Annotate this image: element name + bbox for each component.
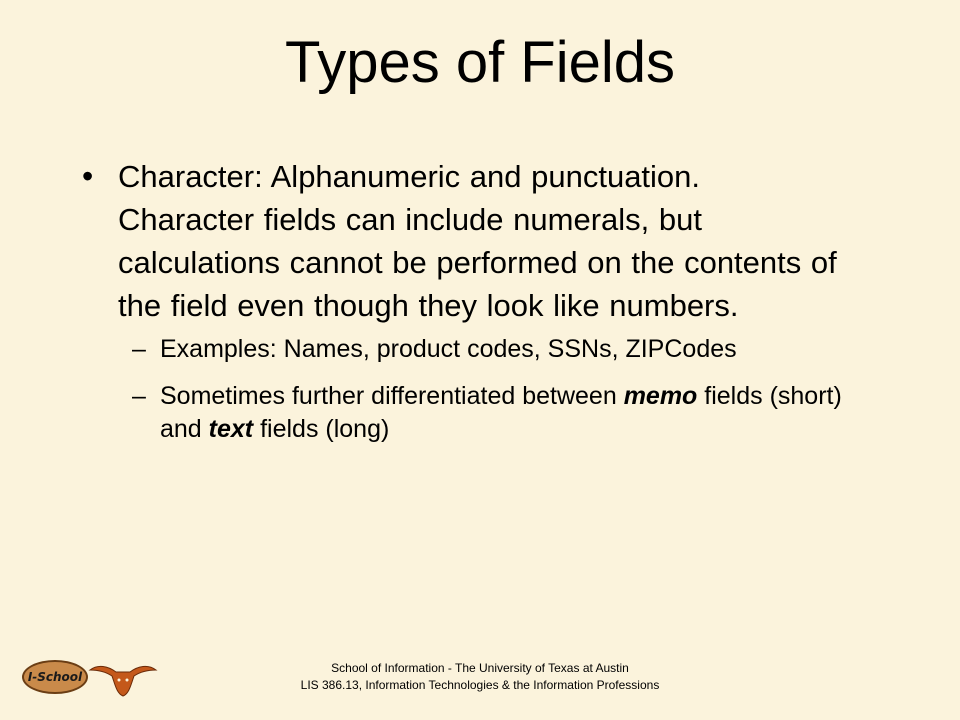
bullet-marker: • — [82, 158, 94, 194]
sub-bullet-marker: – — [132, 335, 146, 363]
sub-bullet-text — [160, 380, 860, 446]
sub-bullet-text-part: fields (long) — [253, 415, 390, 443]
sub-bullet-marker: – — [132, 382, 146, 410]
sub-bullet-text: Examples: Names, product codes, SSNs, ZIPCodes — [160, 335, 737, 363]
footer — [0, 660, 960, 694]
slide-body — [82, 155, 882, 446]
footer-line-course: LIS 386.13, Information Technologies & the Information Professions — [300, 678, 660, 692]
emphasis-memo: memo — [623, 382, 698, 410]
sub-bullet-text-part: Sometimes further differentiated between — [160, 382, 624, 410]
sub-bullet-item — [132, 333, 882, 366]
footer-line-institution: School of Information - The University of Texas at Austin — [331, 661, 629, 675]
emphasis-text: text — [208, 415, 254, 443]
i-school-badge-text: I-School — [27, 670, 83, 684]
sub-bullet-text-part: fields (short) and — [160, 382, 842, 443]
sub-bullet-item — [132, 380, 882, 446]
bullet-item — [82, 155, 882, 327]
bullet-text: Character: Alphanumeric and punctuation. Character fields can include numerals, but calculations cannot be performed on the contents of the field even though they look like numbers. — [118, 159, 837, 323]
slide-title: Types of Fields — [284, 30, 676, 95]
